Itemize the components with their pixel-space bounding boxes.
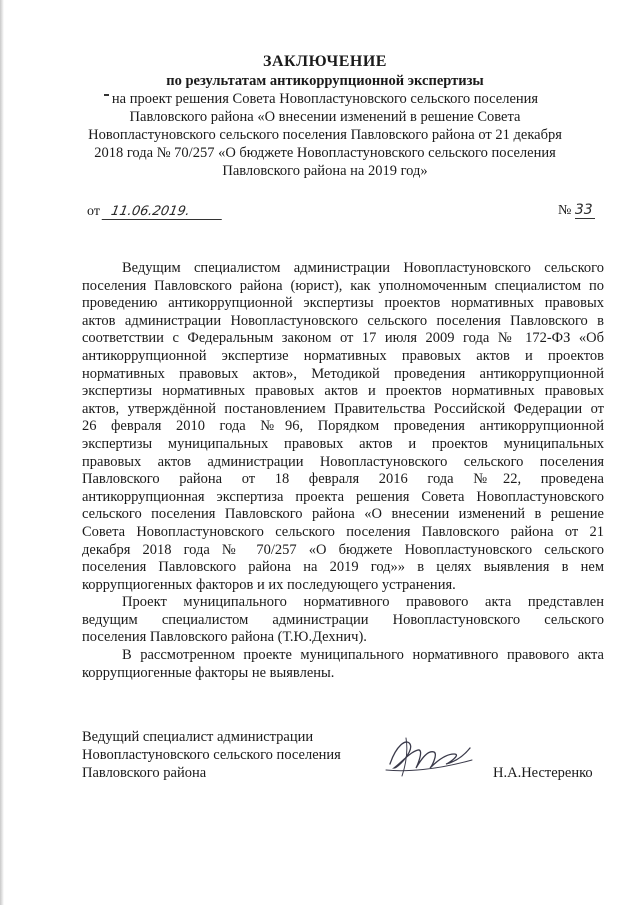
body-line: поселения Павловского района (Т.Ю.Дехнич).: [82, 629, 367, 646]
body-line: Совета Новопластуновского сельского поселения Павловского района от 21: [82, 523, 604, 540]
body-line: Павловского района от 18 февраля 2016 года №22, проведена: [82, 471, 604, 488]
subject-line: Павловского района «О внесении изменений в решение Совета: [129, 109, 521, 125]
handwritten-signature: [376, 724, 476, 784]
scan-mark: [104, 94, 109, 96]
body-line: поселения Павловского района на 2019 год»» в целях выявления в нем: [82, 559, 604, 576]
body-line: правовых актов администрации Новопластуновского сельского поселения: [82, 453, 604, 470]
document-header: [60, 52, 590, 180]
document-subject: [60, 90, 590, 180]
paragraph-2: [82, 594, 604, 647]
signer-name: Н.А.Нестеренко: [493, 765, 593, 781]
signer-position: [82, 728, 341, 782]
body-line: экспертизы нормативных правовых актов и проектов нормативных правовых: [82, 383, 604, 400]
document-subtitle: по результатам антикоррупционной экспертизы: [166, 73, 484, 89]
body-line: 26 февраля 2010 года №96, Порядком проведения антикоррупционной: [82, 418, 604, 435]
subject-line: 2018 года № 70/257 «О бюджете Новопластуновского сельского поселения: [94, 145, 556, 161]
body-line: проведению антикоррупционной экспертизы проектов нормативных правовых: [82, 295, 604, 312]
body-line: ведущим специалистом администрации Новопластуновского сельского: [82, 611, 604, 628]
body-line: поселения Павловского района (юрист), как уполномоченным специалистом по: [82, 277, 604, 294]
body-line: коррупциогенные факторы не выявлены.: [82, 664, 335, 681]
signer-position-line: Павловского района: [82, 765, 207, 781]
subject-line: Павловского района на 2019 год»: [222, 163, 428, 179]
body-line: Проект муниципального нормативного правового акта представлен: [122, 594, 604, 611]
subject-line: Новопластуновского сельского поселения Павловского района от 21 декабря: [88, 127, 562, 143]
body-line: соответствии с Федеральным законом от 17 июля 2009 года № 172-ФЗ «Об: [82, 330, 604, 347]
body-line: коррупциогенных факторов и их последующего устранения.: [82, 576, 456, 593]
number-prefix: №: [558, 203, 572, 218]
signer-position-line: Ведущий специалист администрации: [82, 729, 314, 745]
body-line: сельского поселения Павловского района «О внесении изменений в решение: [82, 506, 604, 523]
document-number: [558, 202, 595, 219]
subject-line: на проект решения Совета Новопластуновского сельского поселения: [111, 91, 539, 107]
body-line: В рассмотренном проекте муниципального нормативного правового акта: [122, 647, 604, 664]
document-title: ЗАКЛЮЧЕНИЕ: [263, 53, 387, 70]
body-line: декабря 2018 года № 70/257 «О бюджете Новопластуновского сельского: [82, 541, 604, 558]
document-date: [87, 204, 223, 220]
body-line: Ведущим специалистом администрации Новопластуновского сельского: [122, 260, 604, 276]
document-body: [82, 260, 604, 682]
body-line: актов администрации Новопластуновского сельского поселения Павловского в: [82, 312, 604, 329]
scan-edge-shadow: [0, 0, 4, 905]
body-line: актов, утверждённой постановлением Правительства Российской Федерации от: [82, 400, 604, 417]
body-line: нормативных правовых актов», Методикой проведения антикоррупционной: [82, 365, 604, 382]
date-value: 11.06.2019.: [102, 205, 225, 220]
body-line: экспертизы муниципальных правовых актов и проектов муниципальных: [82, 435, 604, 452]
signer-position-line: Новопластуновского сельского поселения: [82, 747, 341, 763]
body-line: антикоррупционная экспертиза проекта решения Совета Новопластуновского: [82, 488, 604, 505]
paragraph-3: [82, 647, 604, 682]
number-value: 33: [575, 202, 595, 219]
paragraph-1: [82, 260, 604, 594]
date-prefix: от: [87, 204, 100, 219]
body-line: антикоррупционной экспертизе нормативных правовых актов и проектов: [82, 347, 604, 364]
